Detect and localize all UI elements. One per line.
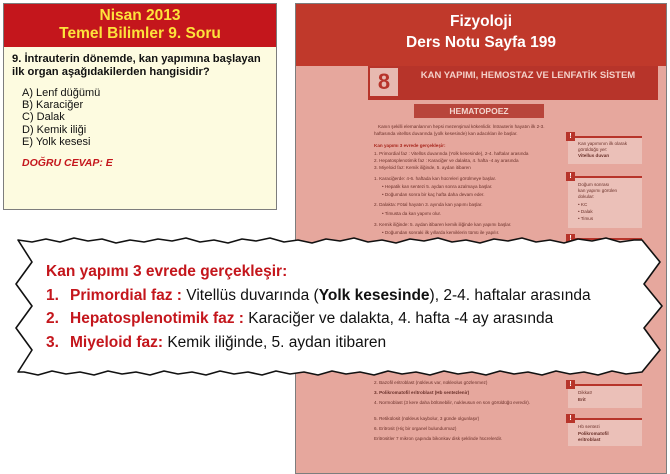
option-e: E) Yolk kesesi (22, 135, 91, 148)
notes-line: 3. Miyeloid faz: Kemik iliğinde, 5. aydan itibaren (374, 165, 471, 170)
exclamation-icon: ! (566, 234, 575, 243)
notes-subject: Fizyoloji (450, 13, 512, 30)
side-note-line: görüldüğü yer: (578, 147, 608, 152)
notes-line: 6. Eritrosit (Hiç bir organel bulundurmaz) (374, 426, 457, 431)
item-label: Miyeloid faz: (70, 333, 164, 351)
option-a: A) Lenf düğümü (22, 87, 101, 99)
notes-line: 2. Dalakta: Fötal hayatın 3. ayında kan yapımı başlar. (374, 202, 483, 207)
item-label: Primordial faz : (70, 286, 182, 304)
side-note-line: Dikkat! (578, 390, 593, 395)
side-note-line: • Timus (578, 216, 594, 221)
notes-line: 2. Bazofil eritroblast (nükleus var, nükleolus gözlenmez) (374, 380, 488, 385)
notes-line: haftasında vitellüs duvarında (yolk kesesinde) kan adacıkları ile başlar. (374, 131, 518, 136)
exclamation-icon: ! (566, 380, 575, 389)
notes-line: 4. Normoblast (3 kere daha bölünebilir, nukleusun en son görüldüğü evredir). (374, 400, 531, 405)
side-note-line: Doğum sonrası (578, 182, 610, 187)
side-note-line: Hb sentezi (578, 424, 600, 429)
notes-line: • Hepatik kan sentezi 5. aydan sonra azalmaya başlar. (382, 184, 493, 189)
question-source: Temel Bilimler 9. Soru (59, 25, 221, 42)
chapter-number: 8 (370, 68, 398, 96)
callout-heading: Kan yapımı 3 evrede gerçekleşir: (46, 263, 288, 280)
item-text-end: ), 2-4. haftalar arasında (429, 286, 591, 304)
item-text: Karaciğer ve dalakta, 4. hafta -4 ay arasında (243, 310, 554, 327)
side-note-line: Erit (578, 397, 586, 402)
chapter-title: KAN YAPIMI, HEMOSTAZ VE LENFATİK SİSTEM (420, 70, 636, 81)
exclamation-icon: ! (566, 132, 575, 141)
callout-item-2 (46, 307, 591, 331)
notes-line: Kanın şekilli elemanlarının hepsi mezenşimal kökenlidir. İntrauterin hayatın ilk 2-3. (378, 124, 545, 129)
item-number: 1. (46, 286, 59, 304)
side-note-line: dokular: (578, 194, 595, 199)
side-note-line: Polikromatofil (578, 431, 609, 436)
item-number: 2. (46, 310, 59, 327)
item-text: Vitellüs duvarında ( (181, 286, 319, 304)
notes-line: • Doğumdan sonraki ilk yıllarda kemiklerin tümü ile yapılır. (382, 230, 500, 235)
item-text: Kemik iliğinde, 5. aydan itibaren (163, 333, 387, 351)
option-c: C) Dalak (22, 111, 65, 124)
side-note-line: Kan yapımının ilk olarak (578, 141, 628, 146)
callout-content (46, 260, 591, 354)
notes-line: 3. Polikromatofil eritroblast (Hb sentezlenir) (374, 390, 470, 395)
notes-line: Kan yapımı 3 evrede gerçekleşir: (374, 143, 446, 148)
side-note-line: • Dalak (578, 209, 593, 214)
notes-line: 1. Karaciğerde: 4-6. haftada kan hücreleri görülmeye başlar. (374, 176, 497, 181)
section-title: HEMATOPOEZ (414, 104, 544, 118)
exclamation-icon: ! (566, 414, 575, 423)
notes-line: 2. Hepatosplenotimik faz : Karaciğer ve dalakta, 4. hafta -4 ay arasında (374, 158, 519, 163)
notes-line: Eritrositler 7 mikron çapında bikonkav disk şeklinde hücrelerdir. (374, 436, 503, 441)
side-note-line: Vitellus duvarı (578, 153, 610, 158)
notes-line: 3. Kemik iliğinde: 5. aydan itibaren kemik iliğinde kan yapımı başlar. (374, 222, 512, 227)
side-note-line: eritroblast (578, 437, 601, 442)
item-number: 3. (46, 333, 59, 351)
exclamation-icon: ! (566, 172, 575, 181)
item-label: Hepatosplenotimik faz : (70, 310, 244, 327)
notes-line: • Timusta da kan yapımı olur. (382, 211, 442, 216)
notes-line: • Doğumdan sonra bir kaç hafta daha devam eder. (382, 192, 485, 197)
correct-answer: DOĞRU CEVAP: E (22, 157, 113, 170)
side-note-line: • KC (578, 202, 588, 207)
question-text: 9. İntrauterin dönemde, kan yapımına başlayan ilk organ aşağıdakilerden hangisidir? (12, 53, 261, 78)
notes-line: 5. Retikülosit (nükleus kaybolur, 3 günde olgunlaşır) (374, 416, 480, 421)
option-d: D) Kemik iliği (22, 123, 87, 136)
side-note-line: kan yapımı görülen (578, 188, 618, 193)
exam-date: Nisan 2013 (99, 7, 181, 24)
callout-item-3 (46, 331, 591, 355)
callout-item-1 (46, 284, 591, 308)
notes-page-ref: Ders Notu Sayfa 199 (406, 34, 556, 51)
option-b: B) Karaciğer (22, 99, 84, 112)
item-bold-text: Yolk kesesinde (318, 286, 430, 304)
notes-line: 1. Primordial faz : Vitellüs duvarında (Yolk kesesinde), 2-4. haftalar arasında (374, 151, 529, 156)
